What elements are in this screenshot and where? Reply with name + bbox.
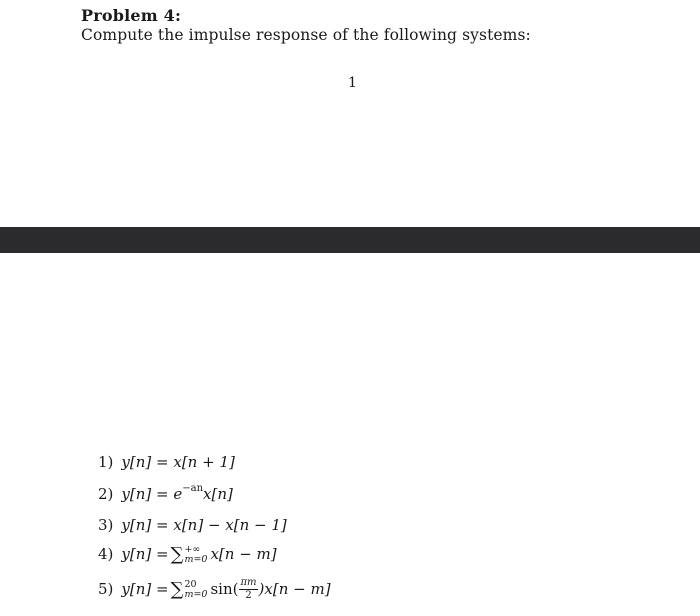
problem-description: Compute the impulse response of the following systems:	[81, 26, 531, 44]
equation-exp-base: e	[173, 485, 183, 503]
equation-rhs: x[n + 1]	[173, 453, 235, 471]
equation-number: 1)	[98, 453, 114, 471]
summation-limits	[184, 580, 207, 600]
equation-number: 5)	[98, 580, 114, 598]
equation-rhs: x[n]	[203, 485, 233, 503]
equation-number: 4)	[98, 545, 114, 564]
equation-2	[98, 483, 233, 503]
equation-rhs: x[n − m]	[210, 545, 277, 564]
equation-body	[121, 455, 234, 470]
fraction-denominator: 2	[245, 590, 252, 601]
problem-title: Problem 4:	[81, 6, 182, 25]
summation-limits	[184, 545, 207, 565]
summation-lower: m=0	[184, 553, 208, 565]
equation-1	[98, 455, 235, 470]
equation-lhs: y[n] =	[121, 453, 169, 471]
equation-3	[98, 518, 287, 533]
equation-function: sin(	[210, 580, 239, 598]
summation-sign: ∑	[170, 543, 184, 565]
page-separator-bar	[0, 227, 700, 253]
summation-sign: ∑	[170, 578, 184, 600]
equation-body	[121, 578, 330, 601]
equation-rhs: )x[n − m]	[258, 580, 331, 598]
equation-number: 3)	[98, 516, 114, 534]
summation-lower: m=0	[184, 588, 208, 600]
equation-lhs: y[n] =	[121, 516, 169, 534]
equation-number: 2)	[98, 484, 114, 503]
equation-body	[121, 518, 286, 533]
equation-lhs: y[n] =	[121, 485, 169, 503]
equation-lhs: y[n] =	[121, 580, 169, 598]
page-number: 1	[348, 75, 357, 91]
document-page-top	[0, 0, 700, 227]
summation	[171, 545, 208, 565]
fraction-numerator: πm	[240, 577, 257, 588]
equation-body	[121, 545, 276, 565]
equation-rhs: x[n] − x[n − 1]	[173, 516, 287, 534]
equation-lhs: y[n] =	[121, 545, 169, 564]
summation-upper: 20	[184, 578, 197, 590]
summation-upper: +∞	[184, 544, 201, 555]
summation	[171, 580, 208, 600]
equation-body	[121, 483, 233, 503]
fraction	[239, 578, 257, 601]
equation-4	[98, 545, 277, 565]
equation-5	[98, 578, 331, 601]
equation-exponent: −an	[182, 483, 204, 494]
